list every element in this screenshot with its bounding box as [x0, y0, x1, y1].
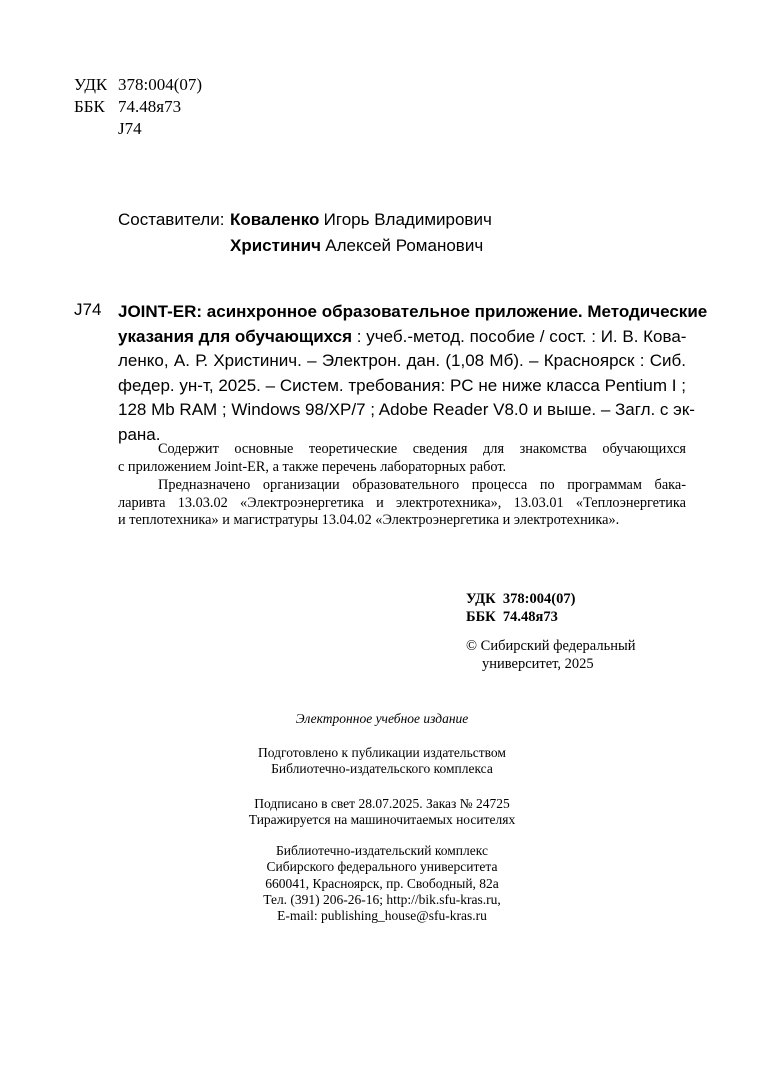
entry-text-line: 128 Mb RAM ; Windows 98/XP/7 ; Adobe Reader V8.0 и выше. – Загл. с эк- [118, 400, 695, 419]
annotation-paragraph [118, 477, 686, 530]
edition-type: Электронное учебное издание [295, 711, 469, 726]
annotation-paragraph [118, 441, 686, 476]
udk-label: УДК [74, 75, 108, 94]
annotation-line: с приложением Joint-ER, а также перечень лабораторных работ. [118, 458, 507, 475]
imprint-line: Тиражируется на машиночитаемых носителях [248, 812, 516, 828]
annotation-line: Содержит основные теоретические сведения для знакомства обучающихся [158, 441, 686, 457]
publisher-info [0, 843, 764, 924]
bibliographic-entry [118, 300, 708, 447]
imprint-line: E-mail: publishing_house@sfu-kras.ru [277, 908, 487, 924]
imprint-line: Подготовлено к публикации издательством [258, 745, 506, 760]
imprint-line: Тел. (391) 206-26-16; http://bik.sfu-kras.ru, [263, 891, 501, 907]
bbk-value: 74.48я73 [118, 97, 182, 116]
copyright-block [466, 637, 635, 673]
entry-code: J74 [74, 300, 102, 319]
imprint-line: Библиотечно-издательский комплекс [276, 843, 488, 858]
entry-text-line: рана. [118, 424, 161, 444]
compilers-label: Составители: [118, 210, 225, 229]
classification-codes [74, 74, 202, 140]
entry-text-line: : учеб.-метод. пособие / сост. : И. В. Кова- [352, 326, 687, 346]
imprint-line: Сибирского федерального университета [266, 859, 498, 875]
imprint-line: Библиотечно-издательского комплекса [271, 761, 493, 777]
entry-text-line: ленко, А. Р. Христинич. – Электрон. дан. (1,08 Мб). – Красноярск : Сиб. [118, 351, 686, 370]
bottom-bbk: ББК 74.48я73 [466, 609, 558, 625]
udk-value: 378:004(07) [118, 75, 203, 94]
compiler-name: Игорь Владимирович [323, 210, 492, 229]
copyright-line: © Сибирский федеральный [466, 638, 636, 654]
bbk-label: ББК [74, 97, 105, 116]
annotation-line: Предназначено организации образовательного процесса по программам бака- [158, 477, 686, 493]
entry-title-line: JOINT-ER: асинхронное образовательное приложение. Методические [118, 302, 708, 321]
bottom-codes [466, 590, 575, 626]
annotation-line: и теплотехника» и магистратуры 13.04.02 «Электроэнергетика и электротехника». [118, 512, 620, 529]
imprint-line: Подписано в свет 28.07.2025. Заказ № 24725 [254, 796, 510, 811]
compilers-block [118, 207, 492, 259]
author-sign: J74 [118, 119, 142, 138]
copyright-line: университет, 2025 [482, 656, 594, 672]
annotation-line: ларивта 13.03.02 «Электроэнергетика и электротехника», 13.03.01 «Теплоэнергетика [118, 494, 686, 511]
compiler-name: Алексей Романович [325, 236, 484, 255]
compiler-surname: Христинич [230, 236, 321, 255]
signed-info [0, 796, 764, 829]
bottom-udk: УДК 378:004(07) [466, 591, 576, 607]
imprint-line: 660041, Красноярск, пр. Свободный, 82а [265, 875, 499, 891]
entry-text-line: федер. ун-т, 2025. – Систем. требования: PC не ниже класса Pentium I ; [118, 375, 686, 395]
compiler-surname: Коваленко [230, 210, 320, 229]
entry-title-line: указания для обучающихся [118, 326, 353, 346]
prepared-by [0, 745, 764, 778]
